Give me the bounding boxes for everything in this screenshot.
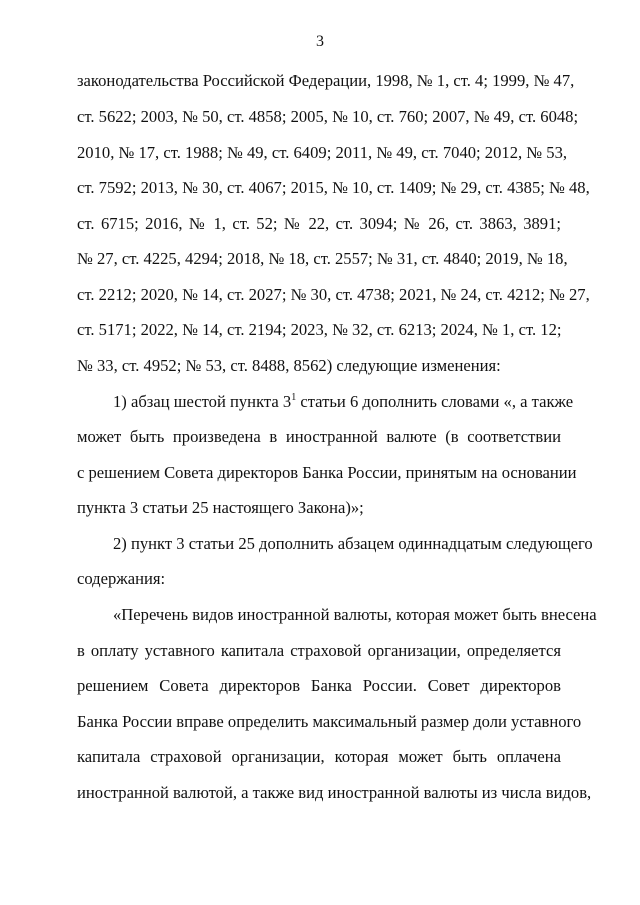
text-line: ст. 2212; 2020, № 14, ст. 2027; № 30, ст. 4738; 2021, № 24, ст. 4212; № 27, bbox=[77, 285, 590, 304]
text-line-paragraph-2: 2) пункт 3 статьи 25 дополнить абзацем одиннадцатым следующего bbox=[113, 534, 593, 553]
text-line: № 33, ст. 4952; № 53, ст. 8488, 8562) следующие изменения: bbox=[77, 356, 501, 375]
text-line: с решением Совета директоров Банка России, принятым на основании bbox=[77, 463, 577, 482]
text-line: капитала страховой организации, которая может быть оплачена bbox=[77, 747, 561, 766]
text-line: ст. 5622; 2003, № 50, ст. 4858; 2005, № 10, ст. 760; 2007, № 49, ст. 6048; bbox=[77, 107, 579, 126]
text-line: ст. 7592; 2013, № 30, ст. 4067; 2015, № 10, ст. 1409; № 29, ст. 4385; № 48, bbox=[77, 178, 590, 197]
text-line: Банка России вправе определить максимальный размер доли уставного bbox=[77, 712, 582, 731]
text-segment: 1) абзац шестой пункта 3 bbox=[113, 392, 292, 411]
text-line: ст. 5171; 2022, № 14, ст. 2194; 2023, № 32, ст. 6213; 2024, № 1, ст. 12; bbox=[77, 320, 562, 339]
text-line: законодательства Российской Федерации, 1998, № 1, ст. 4; 1999, № 47, bbox=[77, 71, 575, 90]
text-line: может быть произведена в иностранной валюте (в соответствии bbox=[77, 427, 561, 446]
page-number: 3 bbox=[316, 33, 324, 50]
text-line: ст. 6715; 2016, № 1, ст. 52; № 22, ст. 3094; № 26, ст. 3863, 3891; bbox=[77, 214, 561, 233]
text-segment: статьи 6 дополнить словами «, а также bbox=[296, 392, 574, 411]
text-line: № 27, ст. 4225, 4294; 2018, № 18, ст. 2557; № 31, ст. 4840; 2019, № 18, bbox=[77, 249, 568, 268]
text-line-paragraph-1 bbox=[113, 392, 574, 412]
text-line: содержания: bbox=[77, 569, 166, 588]
text-line: в оплату уставного капитала страховой организации, определяется bbox=[77, 641, 561, 660]
text-line-quote-start: «Перечень видов иностранной валюты, которая может быть внесена bbox=[113, 605, 597, 624]
text-line: 2010, № 17, ст. 1988; № 49, ст. 6409; 2011, № 49, ст. 7040; 2012, № 53, bbox=[77, 143, 568, 162]
superscript: 1 bbox=[291, 392, 297, 403]
text-line: решением Совета директоров Банка России. Совет директоров bbox=[77, 676, 561, 695]
text-line: иностранной валютой, а также вид иностранной валюты из числа видов, bbox=[77, 783, 592, 802]
text-line: пункта 3 статьи 25 настоящего Закона)»; bbox=[77, 498, 364, 517]
